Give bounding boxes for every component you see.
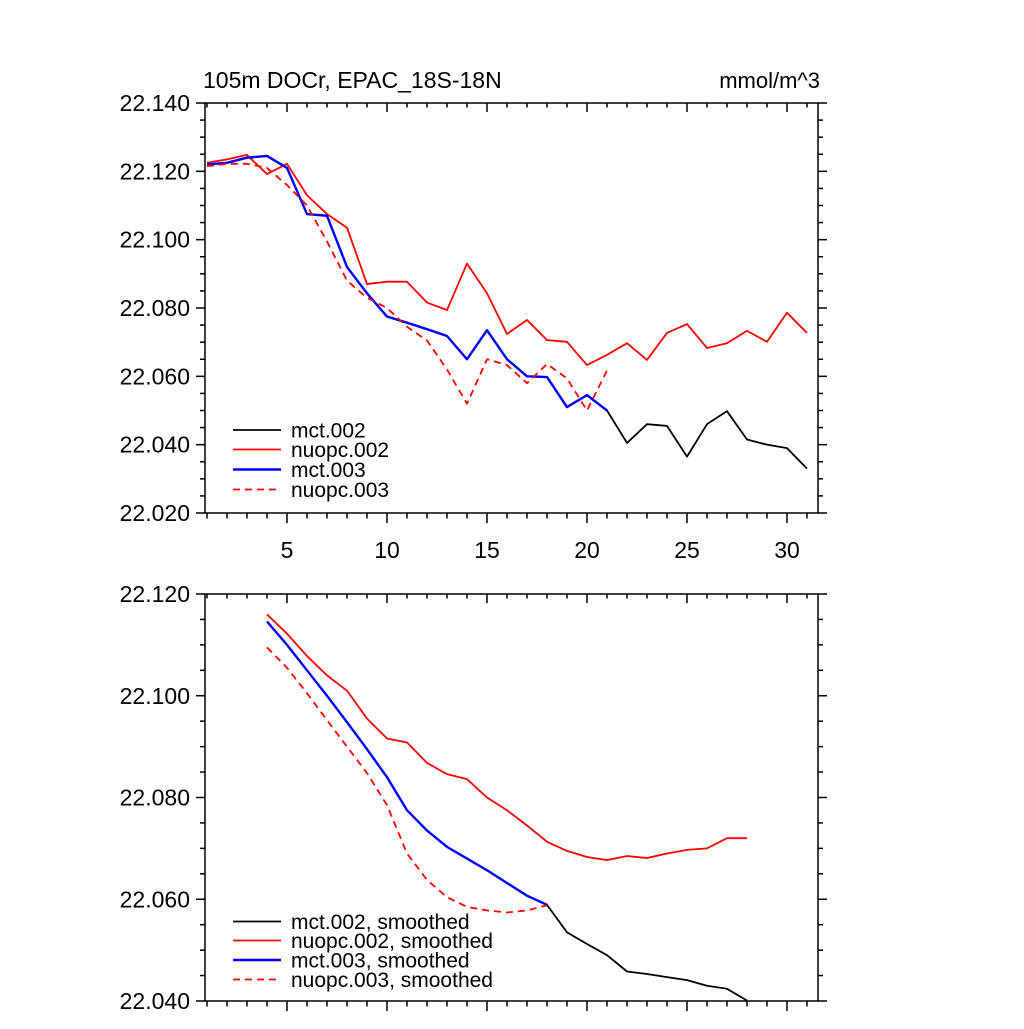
y-tick-label: 22.140 (119, 90, 190, 116)
y-tick-label: 22.020 (119, 500, 190, 526)
panel-1-y-tick-labels (120, 90, 190, 526)
x-tick-label: 10 (374, 537, 400, 563)
panel-2-legend (233, 911, 493, 992)
series-line-nuopc-003-smoothed (267, 647, 547, 912)
series-line-nuopc-003 (207, 164, 607, 411)
x-tick-label: 25 (674, 537, 700, 563)
y-tick-label: 22.060 (119, 886, 190, 913)
legend-label: nuopc.003 (291, 479, 390, 502)
panel-2 (120, 581, 827, 1014)
x-tick-label: 30 (774, 537, 800, 563)
x-tick-label: 20 (574, 537, 600, 563)
y-tick-label: 22.040 (119, 988, 190, 1014)
legend-label: mct.003, smoothed (291, 949, 470, 973)
x-tick-label: 5 (280, 537, 294, 563)
y-tick-label: 22.100 (119, 682, 190, 709)
legend-label: mct.003 (291, 459, 366, 482)
series-line-nuopc-002-smoothed (267, 614, 747, 860)
y-tick-label: 22.080 (119, 295, 190, 321)
y-tick-label: 22.120 (119, 158, 190, 185)
legend-label: mct.002 (291, 419, 366, 443)
panel-2-y-tick-labels (120, 581, 190, 1014)
y-tick-label: 22.100 (119, 226, 190, 253)
x-tick-label: 15 (474, 537, 500, 563)
legend-label: mct.002, smoothed (291, 911, 470, 934)
series-line-mct-003-smoothed (267, 621, 547, 904)
legend-item-nuopc-003 (233, 479, 389, 502)
legend-label: nuopc.002, smoothed (291, 930, 493, 953)
series-line-mct-003 (207, 156, 607, 411)
y-tick-label: 22.060 (119, 363, 190, 390)
panel-1-legend (233, 420, 389, 503)
legend-item-nuopc-003-smoothed (233, 969, 493, 992)
series-line-nuopc-002 (207, 155, 807, 365)
y-tick-label: 22.120 (119, 581, 190, 607)
panel-1 (120, 67, 827, 563)
panel-title: 105m DOCr, EPAC_18S-18N (203, 67, 502, 93)
legend-label: nuopc.003, smoothed (291, 969, 493, 992)
y-tick-label: 22.080 (119, 784, 190, 811)
units-label: mmol/m^3 (719, 68, 820, 93)
y-tick-label: 22.040 (119, 431, 190, 458)
legend-label: nuopc.002 (291, 439, 390, 462)
panel-1-x-tick-labels (281, 537, 800, 563)
